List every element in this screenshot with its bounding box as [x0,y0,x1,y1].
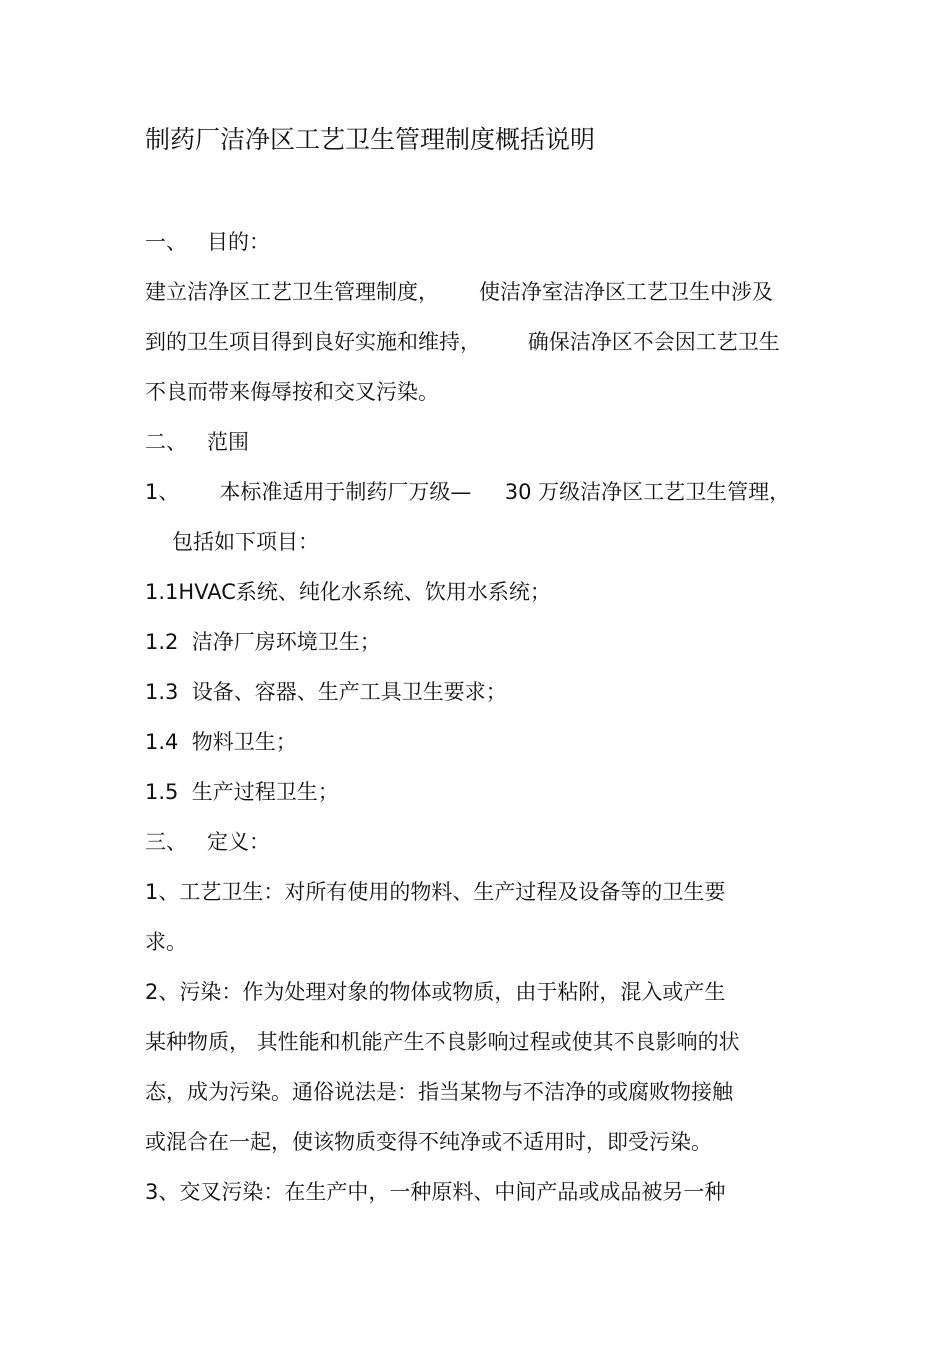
paragraph-line: 2、污染：作为处理对象的物体或物质，由于粘附，混入或产生 [145,980,726,1004]
list-item-continuation: 包括如下项目： [172,530,319,554]
section-heading-definitions: 三、 定义： [145,830,271,854]
section-heading-scope: 二、 范围 [145,430,250,454]
paragraph-line: 或混合在一起，使该物质变得不纯净或不适用时，即受污染。 [145,1130,712,1154]
paragraph-line: 不良而带来侮辱按和交叉污染。 [145,380,439,404]
paragraph-line: 3、交叉污染：在生产中，一种原料、中间产品或成品被另一种 [145,1180,726,1204]
list-item: 1.4 物料卫生； [145,730,297,754]
document-title: 制药厂洁净区工艺卫生管理制度概括说明 [145,125,596,154]
paragraph-line: 态，成为污染。通俗说法是：指当某物与不洁净的或腐败物接触 [145,1080,733,1104]
list-item: 1.1HVAC系统、纯化水系统、饮用水系统； [145,580,551,604]
paragraph-line: 某种物质， 其性能和机能产生不良影响过程或使其不良影响的状 [145,1030,740,1054]
list-item: 1.2 洁净厂房环境卫生； [145,630,381,654]
paragraph-line: 求。 [145,930,187,954]
section-heading-purpose: 一、 目的： [145,230,271,254]
list-item: 1、 本标准适用于制药厂万级— 30 万级洁净区工艺卫生管理， [145,480,791,504]
list-item: 1.5 生产过程卫生； [145,780,339,804]
list-item: 1.3 设备、容器、生产工具卫生要求； [145,680,507,704]
paragraph-line: 1、工艺卫生：对所有使用的物料、生产过程及设备等的卫生要 [145,880,726,904]
paragraph-line: 到的卫生项目得到良好实施和维持， 确保洁净区不会因工艺卫生 [145,330,780,354]
paragraph-line: 建立洁净区工艺卫生管理制度， 使洁净室洁净区工艺卫生中涉及 [145,280,774,304]
